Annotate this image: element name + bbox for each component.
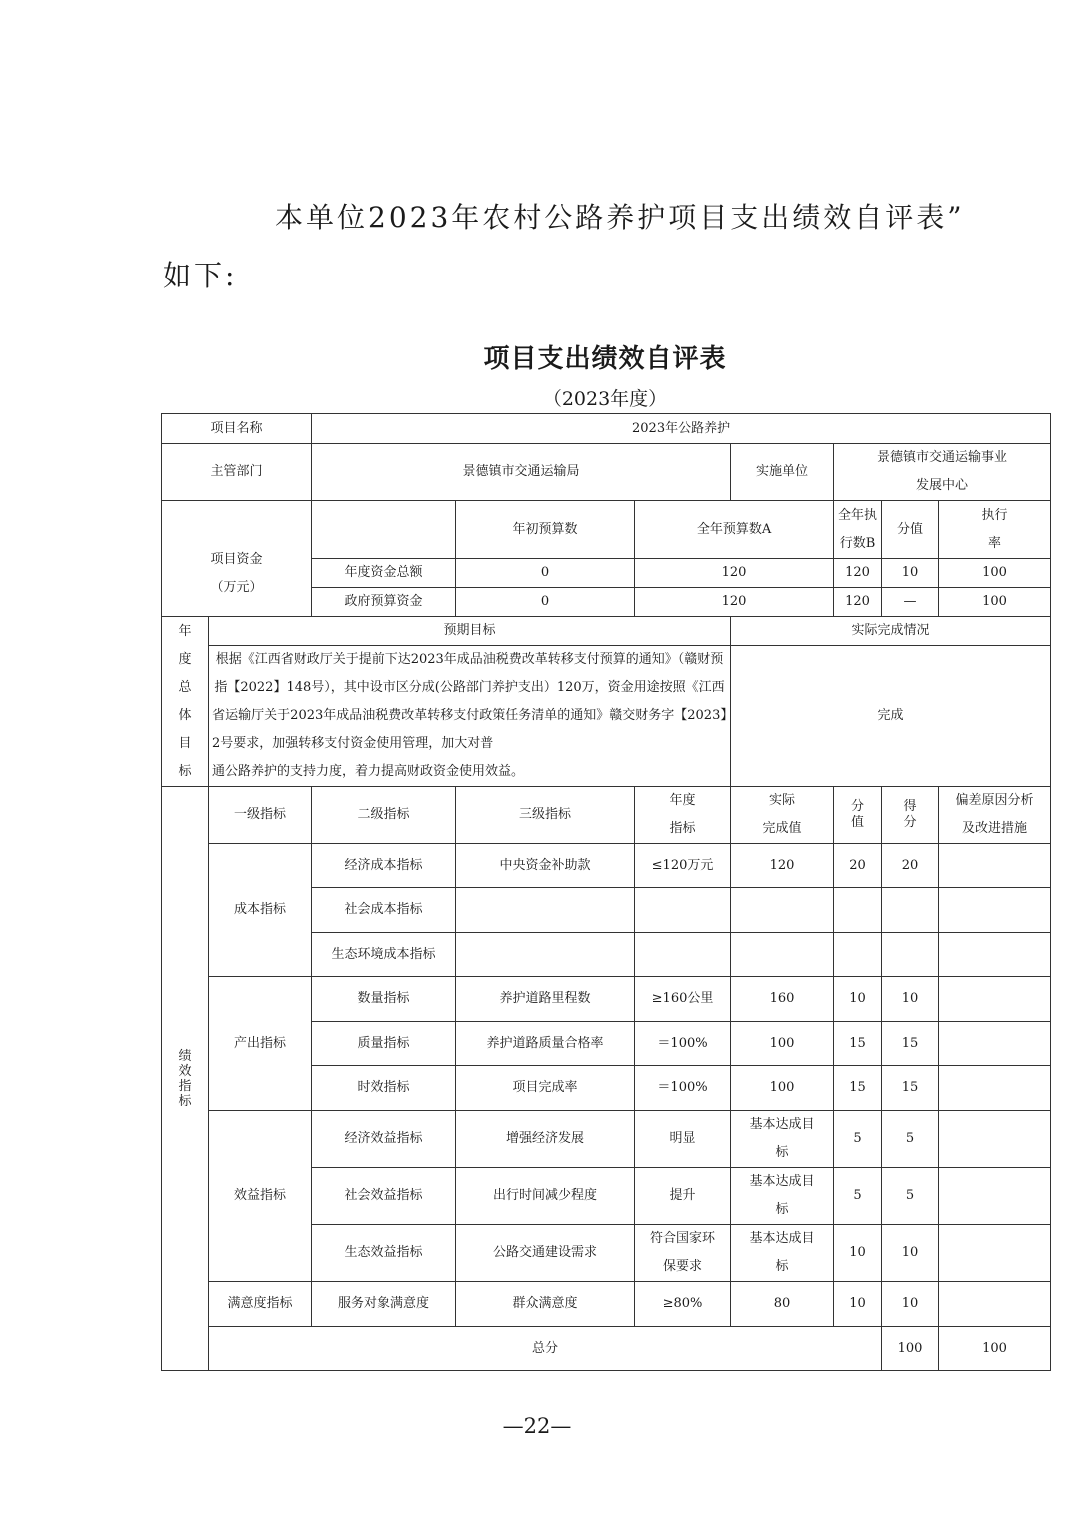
funds-header-score-value: 分值 xyxy=(882,501,939,559)
benefit-row-2-level2: 社会效益指标 xyxy=(312,1168,456,1225)
funds-row-gov-exec-rate: 100 xyxy=(939,588,1051,617)
perf-header-annual-target-line1: 年度 xyxy=(669,793,696,808)
output-row-1-target: ≥160公里 xyxy=(635,977,731,1022)
output-row-2-deviation xyxy=(939,1022,1051,1066)
intro-line-1: 本单位2023年农村公路养护项目支出绩效自评表” xyxy=(275,201,965,234)
output-row-2-level3: 养护道路质量合格率 xyxy=(456,1022,635,1066)
benefit-row-3-actual-line2: 标 xyxy=(775,1259,789,1274)
annual-goal-char-2: 度 xyxy=(178,651,192,667)
cost-row-1-deviation xyxy=(939,844,1051,888)
output-row-2-score-value: 15 xyxy=(834,1022,882,1066)
cost-row-3-level3 xyxy=(456,933,635,977)
funds-header-executed: 全年执行数B xyxy=(834,501,882,559)
output-row-2-score: 15 xyxy=(882,1022,939,1066)
expected-goal-text xyxy=(209,646,731,787)
benefit-row-2-score: 5 xyxy=(882,1168,939,1225)
cost-row-3-score xyxy=(882,933,939,977)
perf-header-score-line2: 分 xyxy=(903,815,917,830)
satisfaction-level3: 群众满意度 xyxy=(456,1282,635,1327)
satisfaction-level2: 服务对象满意度 xyxy=(312,1282,456,1327)
funds-row-total-initial: 0 xyxy=(456,559,635,588)
output-row-2-actual: 100 xyxy=(731,1022,834,1066)
output-row-2-level2: 质量指标 xyxy=(312,1022,456,1066)
benefit-row-2-actual-line1: 基本达成目 xyxy=(749,1174,815,1189)
funds-row-total-score-value: 10 xyxy=(882,559,939,588)
benefit-row-1-score-value: 5 xyxy=(834,1111,882,1168)
output-row-1-level3: 养护道路里程数 xyxy=(456,977,635,1022)
cost-row-2-level3 xyxy=(456,888,635,933)
perf-header-actual-line2: 完成值 xyxy=(762,821,802,836)
satisfaction-score-value: 10 xyxy=(834,1282,882,1327)
benefit-row-3-target xyxy=(635,1225,731,1282)
intro-line-2: 如下: xyxy=(163,259,238,292)
output-row-1-actual: 160 xyxy=(731,977,834,1022)
cost-row-1-target: ≤120万元 xyxy=(635,844,731,888)
benefit-row-1-actual-line2: 标 xyxy=(775,1145,789,1160)
satisfaction-score: 10 xyxy=(882,1282,939,1327)
output-row-3-level3: 项目完成率 xyxy=(456,1066,635,1111)
funds-row-total-annual: 120 xyxy=(635,559,834,588)
annual-goal-char-5: 目 xyxy=(178,735,192,751)
annual-goal-char-6: 标 xyxy=(178,763,192,779)
funds-header-exec-rate-line2: 率 xyxy=(988,535,1002,551)
satisfaction-actual: 80 xyxy=(731,1282,834,1327)
output-row-1-score: 10 xyxy=(882,977,939,1022)
output-row-1-score-value: 10 xyxy=(834,977,882,1022)
perf-header-annual-target xyxy=(635,787,731,844)
benefit-row-1-target: 明显 xyxy=(635,1111,731,1168)
output-indicator-label: 产出指标 xyxy=(209,977,312,1111)
funds-row-gov-annual: 120 xyxy=(635,588,834,617)
funds-header-exec-rate-line1: 执行 xyxy=(981,507,1008,523)
cost-row-3-target xyxy=(635,933,731,977)
total-label: 总分 xyxy=(209,1327,882,1371)
expected-goal-header: 预期目标 xyxy=(209,617,731,646)
output-row-3-target: ＝100% xyxy=(635,1066,731,1111)
perf-header-score-value-line1: 分 xyxy=(851,799,865,814)
benefit-row-1-level2: 经济效益指标 xyxy=(312,1111,456,1168)
benefit-row-3-actual-line1: 基本达成目 xyxy=(749,1231,815,1246)
expected-goal-last-line: 通公路养护的支持力度，着力提高财政资金使用效益。 xyxy=(212,764,525,779)
benefit-row-2-score-value: 5 xyxy=(834,1168,882,1225)
benefit-row-3-level2: 生态效益指标 xyxy=(312,1225,456,1282)
cost-row-1-actual: 120 xyxy=(731,844,834,888)
benefit-row-2-level3: 出行时间减少程度 xyxy=(456,1168,635,1225)
project-name-value: 2023年公路养护 xyxy=(312,414,1051,444)
page-number: —22— xyxy=(502,1414,572,1438)
total-score-value: 100 xyxy=(882,1327,939,1371)
perf-header-deviation-line2: 及改进措施 xyxy=(962,821,1028,836)
funds-row-gov-label: 政府预算资金 xyxy=(312,588,456,617)
output-row-3-score: 15 xyxy=(882,1066,939,1111)
funds-row-total-executed: 120 xyxy=(834,559,882,588)
perf-header-score-value xyxy=(834,787,882,844)
actual-completion-text: 完成 xyxy=(731,646,1051,787)
benefit-indicator-label: 效益指标 xyxy=(209,1111,312,1282)
cost-row-2-score xyxy=(882,888,939,933)
funds-row-gov-initial: 0 xyxy=(456,588,635,617)
perf-header-level1: 一级指标 xyxy=(209,787,312,844)
document-title: 项目支出绩效自评表 xyxy=(483,344,727,374)
annual-goal-label xyxy=(162,617,209,787)
perf-header-deviation-line1: 偏差原因分析 xyxy=(955,793,1034,808)
cost-indicator-label: 成本指标 xyxy=(209,844,312,977)
total-score: 100 xyxy=(939,1327,1051,1371)
benefit-row-3-target-line2: 保要求 xyxy=(663,1259,703,1274)
perf-header-score xyxy=(882,787,939,844)
benefit-row-3-score-value: 10 xyxy=(834,1225,882,1282)
cost-row-2-deviation xyxy=(939,888,1051,933)
benefit-row-1-actual xyxy=(731,1111,834,1168)
benefit-row-1-level3: 增强经济发展 xyxy=(456,1111,635,1168)
benefit-row-3-deviation xyxy=(939,1225,1051,1282)
document-year: （2023年度） xyxy=(542,388,668,410)
funds-label-line1: 项目资金 xyxy=(210,551,263,567)
cost-row-2-level2: 社会成本指标 xyxy=(312,888,456,933)
expected-goal-body: 根据《江西省财政厅关于提前下达2023年成品油税费改革转移支付预算的通知》（赣财预指【2022】148号），其中设市区分成(公路部门养护支出）120万，资金用途按照《江西省运输厅关于2023年成品油税费改革转移支付政策任务清单的通知》赣交财务字【2023】2号要求，加强转移支付资金使用管理，加大对普 xyxy=(212,652,727,751)
output-row-3-deviation xyxy=(939,1066,1051,1111)
dept-label: 主管部门 xyxy=(162,444,312,501)
output-row-2-target: ＝100% xyxy=(635,1022,731,1066)
perf-char-2: 效 xyxy=(178,1063,192,1079)
funds-row-gov-executed: 120 xyxy=(834,588,882,617)
output-row-3-score-value: 15 xyxy=(834,1066,882,1111)
benefit-row-3-score: 10 xyxy=(882,1225,939,1282)
dept-value: 景德镇市交通运输局 xyxy=(312,444,731,501)
funds-row-gov-score-value: — xyxy=(882,588,939,617)
funds-header-exec-rate xyxy=(939,501,1051,559)
cost-row-3-level2: 生态环境成本指标 xyxy=(312,933,456,977)
perf-header-actual xyxy=(731,787,834,844)
cost-row-3-deviation xyxy=(939,933,1051,977)
benefit-row-2-actual xyxy=(731,1168,834,1225)
impl-value-line2: 发展中心 xyxy=(916,478,969,493)
cost-row-1-score-value: 20 xyxy=(834,844,882,888)
cost-row-2-score-value xyxy=(834,888,882,933)
annual-goal-char-1: 年 xyxy=(178,623,192,639)
funds-label-line2: （万元） xyxy=(210,579,263,595)
impl-label: 实施单位 xyxy=(731,444,834,501)
cost-row-3-actual xyxy=(731,933,834,977)
impl-value xyxy=(834,444,1051,501)
cost-row-3-score-value xyxy=(834,933,882,977)
funds-header-annual: 全年预算数A xyxy=(635,501,834,559)
cost-row-1-level3: 中央资金补助款 xyxy=(456,844,635,888)
satisfaction-target: ≥80% xyxy=(635,1282,731,1327)
satisfaction-indicator-label: 满意度指标 xyxy=(209,1282,312,1327)
output-row-1-level2: 数量指标 xyxy=(312,977,456,1022)
perf-char-3: 指 xyxy=(178,1078,192,1094)
cost-row-2-actual xyxy=(731,888,834,933)
perf-header-annual-target-line2: 指标 xyxy=(669,821,696,836)
benefit-row-2-deviation xyxy=(939,1168,1051,1225)
perf-header-score-line1: 得 xyxy=(903,799,917,814)
perf-header-actual-line1: 实际 xyxy=(769,793,796,808)
cost-row-1-score: 20 xyxy=(882,844,939,888)
cost-row-1-level2: 经济成本指标 xyxy=(312,844,456,888)
evaluation-table xyxy=(161,413,1051,1371)
perf-header-level3: 三级指标 xyxy=(456,787,635,844)
perf-header-deviation xyxy=(939,787,1051,844)
funds-row-total-label: 年度资金总额 xyxy=(312,559,456,588)
benefit-row-2-actual-line2: 标 xyxy=(775,1202,789,1217)
perf-char-4: 标 xyxy=(178,1093,192,1109)
actual-completion-header: 实际完成情况 xyxy=(731,617,1051,646)
funds-header-blank xyxy=(312,501,456,559)
satisfaction-deviation xyxy=(939,1282,1051,1327)
performance-indicators-label xyxy=(162,787,209,1371)
output-row-3-level2: 时效指标 xyxy=(312,1066,456,1111)
annual-goal-char-3: 总 xyxy=(178,679,192,695)
annual-goal-char-4: 体 xyxy=(178,707,192,723)
perf-char-1: 绩 xyxy=(178,1048,192,1064)
cost-row-2-target xyxy=(635,888,731,933)
perf-header-level2: 二级指标 xyxy=(312,787,456,844)
funds-row-total-exec-rate: 100 xyxy=(939,559,1051,588)
benefit-row-2-target: 提升 xyxy=(635,1168,731,1225)
output-row-3-actual: 100 xyxy=(731,1066,834,1111)
benefit-row-3-level3: 公路交通建设需求 xyxy=(456,1225,635,1282)
project-name-label: 项目名称 xyxy=(162,414,312,444)
output-row-1-deviation xyxy=(939,977,1051,1022)
impl-value-line1: 景德镇市交通运输事业 xyxy=(877,450,1008,465)
perf-header-score-value-line2: 值 xyxy=(851,815,865,830)
benefit-row-1-deviation xyxy=(939,1111,1051,1168)
benefit-row-3-target-line1: 符合国家环 xyxy=(650,1231,716,1246)
benefit-row-1-score: 5 xyxy=(882,1111,939,1168)
benefit-row-1-actual-line1: 基本达成目 xyxy=(749,1117,815,1132)
benefit-row-3-actual xyxy=(731,1225,834,1282)
funds-label xyxy=(162,501,312,617)
funds-header-initial: 年初预算数 xyxy=(456,501,635,559)
